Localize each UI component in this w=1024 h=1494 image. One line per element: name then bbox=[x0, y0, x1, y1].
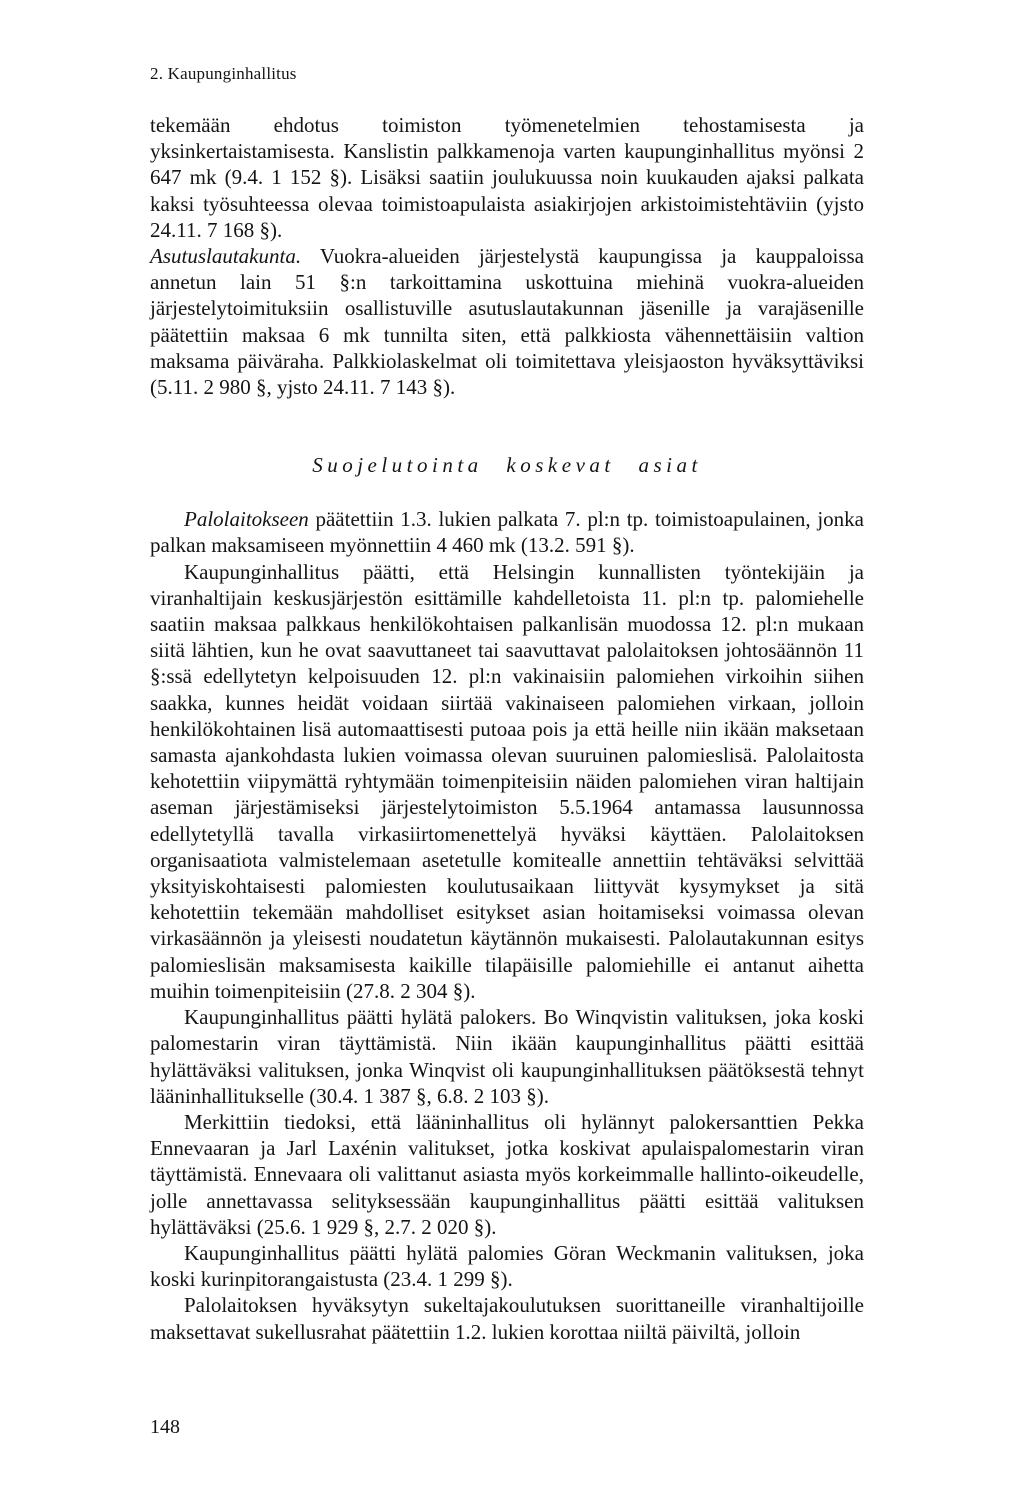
paragraph-2-text: Vuokra-alueiden järjestelystä kaupungissa ja kauppaloissa annetun lain 51 §:n tarkoittamina uskottuina miehinä vuokra-alueiden järjestelytoimituksiin osallistuville asutuslautakunnan jäsenille ja varajäsenille päätettiin maksaa 6 mk tunnilta siten, että palkkiosta vähennettäisiin valtion maksama päiväraha. Palkkiolaskelmat oli toimitettava yleisjaoston hyväksyttäviksi (5.11. 2 980 §, yjsto 24.11. 7 143 §). bbox=[150, 244, 864, 400]
paragraph-palolaitos bbox=[150, 506, 864, 558]
paragraph-asutuslautakunta bbox=[150, 243, 864, 400]
paragraph-8: Palolaitoksen hyväksytyn sukeltajakoulutuksen suorittaneille viranhaltijoille maksettavat sukellusrahat päätettiin 1.2. lukien korottaa niiltä päiviltä, jolloin bbox=[150, 1293, 864, 1344]
paragraph-6: Merkittiin tiedoksi, että lääninhallitus oli hylännyt palokersanttien Pekka Ennevaaran ja Jarl Laxénin valitukset, jotka koskivat apulaispalomestarin viran täyttämistä. Ennevaara oli valittanut asiasta myös korkeimmalle hallinto-oikeudelle, jolle annettavassa selityksessään kaupunginhallitus päätti esittää valituksen hylättäväksi (25.6. 1 929 §, 2.7. 2 020 §). bbox=[150, 1109, 864, 1239]
paragraph-1: tekemään ehdotus toimiston työmenetelmien tehostamisesta ja yksinkertaistamisesta. Kanslistin palkkamenoja varten kaupunginhallitus myönsi 2 647 mk (9.4. 1 152 §). Lisäksi saatiin joulukuussa noin kuukauden ajaksi palkata kaksi työsuhteessa olevaa toimistoapulaista asiakirjojen arkistoimistehtäviin (yjsto 24.11. 7 168 §). bbox=[150, 113, 864, 242]
page-number: 148 bbox=[150, 1416, 180, 1438]
paragraph-lead-asutuslautakunta: Asutuslautakunta. bbox=[150, 244, 302, 269]
running-head: 2. Kaupunginhallitus bbox=[150, 64, 297, 83]
paragraph-7: Kaupunginhallitus päätti hylätä palomies Göran Weckmanin valituksen, joka koski kurinpitorangaistusta (23.4. 1 299 §). bbox=[150, 1240, 864, 1292]
paragraph-lead-palolaitokseen: Palolaitokseen bbox=[184, 507, 309, 532]
paragraph-4: Kaupunginhallitus päätti, että Helsingin kunnallisten työntekijäin ja viranhaltijain keskusjärjestön esittämille kahdelletoista 11. pl:n tp. palomiehelle saatiin maksaa palkkaus henkilökohtaisen palkanlisän muodossa 12. pl:n mukaan siitä lähtien, kun he ovat saavuttaneet tai saavuttavat palolaitoksen johtosäännön 11 §:ssä edellytetyn kelpoisuuden 12. pl:n vakinaisiin palomiehen virkoihin siihen saakka, kunnes heidät voidaan siirtää vakinaiseen palomiehen virkaan, jolloin henkilökohtainen lisä automaattisesti putoaa pois ja että heille niin ikään maksetaan samasta ajankohdasta lukien voimassa olevan suuruinen palomieslisä. Palolaitosta kehotettiin viipymättä ryhtymään toimenpiteisiin näiden palomiehen viran haltijain aseman järjestämiseksi järjestelytoimiston 5.5.1964 antamassa lausunnossa edellytetyllä tavalla virkasiirtomenettelyä hyväksi käyttäen. Palolaitoksen organisaatiota valmistelemaan asetetulle komitealle annettiin tehtäväksi selvittää yksityiskohtaisesti palomiesten koulutusaikaan liittyvät kysymykset ja sitä kehotettiin tekemään mahdolliset esitykset asian hoitamiseksi voimassa olevan virkasäännön ja yleisesti noudatetun käytännön mukaisesti. Palolautakunnan esitys palomieslisän maksamisesta kaikille tilapäisille palomiehille ei antanut aihetta muihin toimenpiteisiin (27.8. 2 304 §). bbox=[150, 559, 864, 1003]
body-text bbox=[150, 112, 864, 1345]
paragraph-3-text: päätettiin 1.3. lukien palkata 7. pl:n tp. toimistoapulainen, jonka palkan maksamiseen myönnettiin 4 460 mk (13.2. 591 §). bbox=[150, 507, 864, 558]
section-heading: Suojelutointa koskevat asiat bbox=[312, 453, 702, 478]
paragraph-5: Kaupunginhallitus päätti hylätä palokers. Bo Winqvistin valituksen, joka koski palomestarin viran täyttämistä. Niin ikään kaupunginhallitus päätti esittää hylättäväksi valituksen, jonka Winqvist oli kaupunginhallituksen päätöksestä tehnyt lääninhallitukselle (30.4. 1 387 §, 6.8. 2 103 §). bbox=[150, 1005, 864, 1108]
